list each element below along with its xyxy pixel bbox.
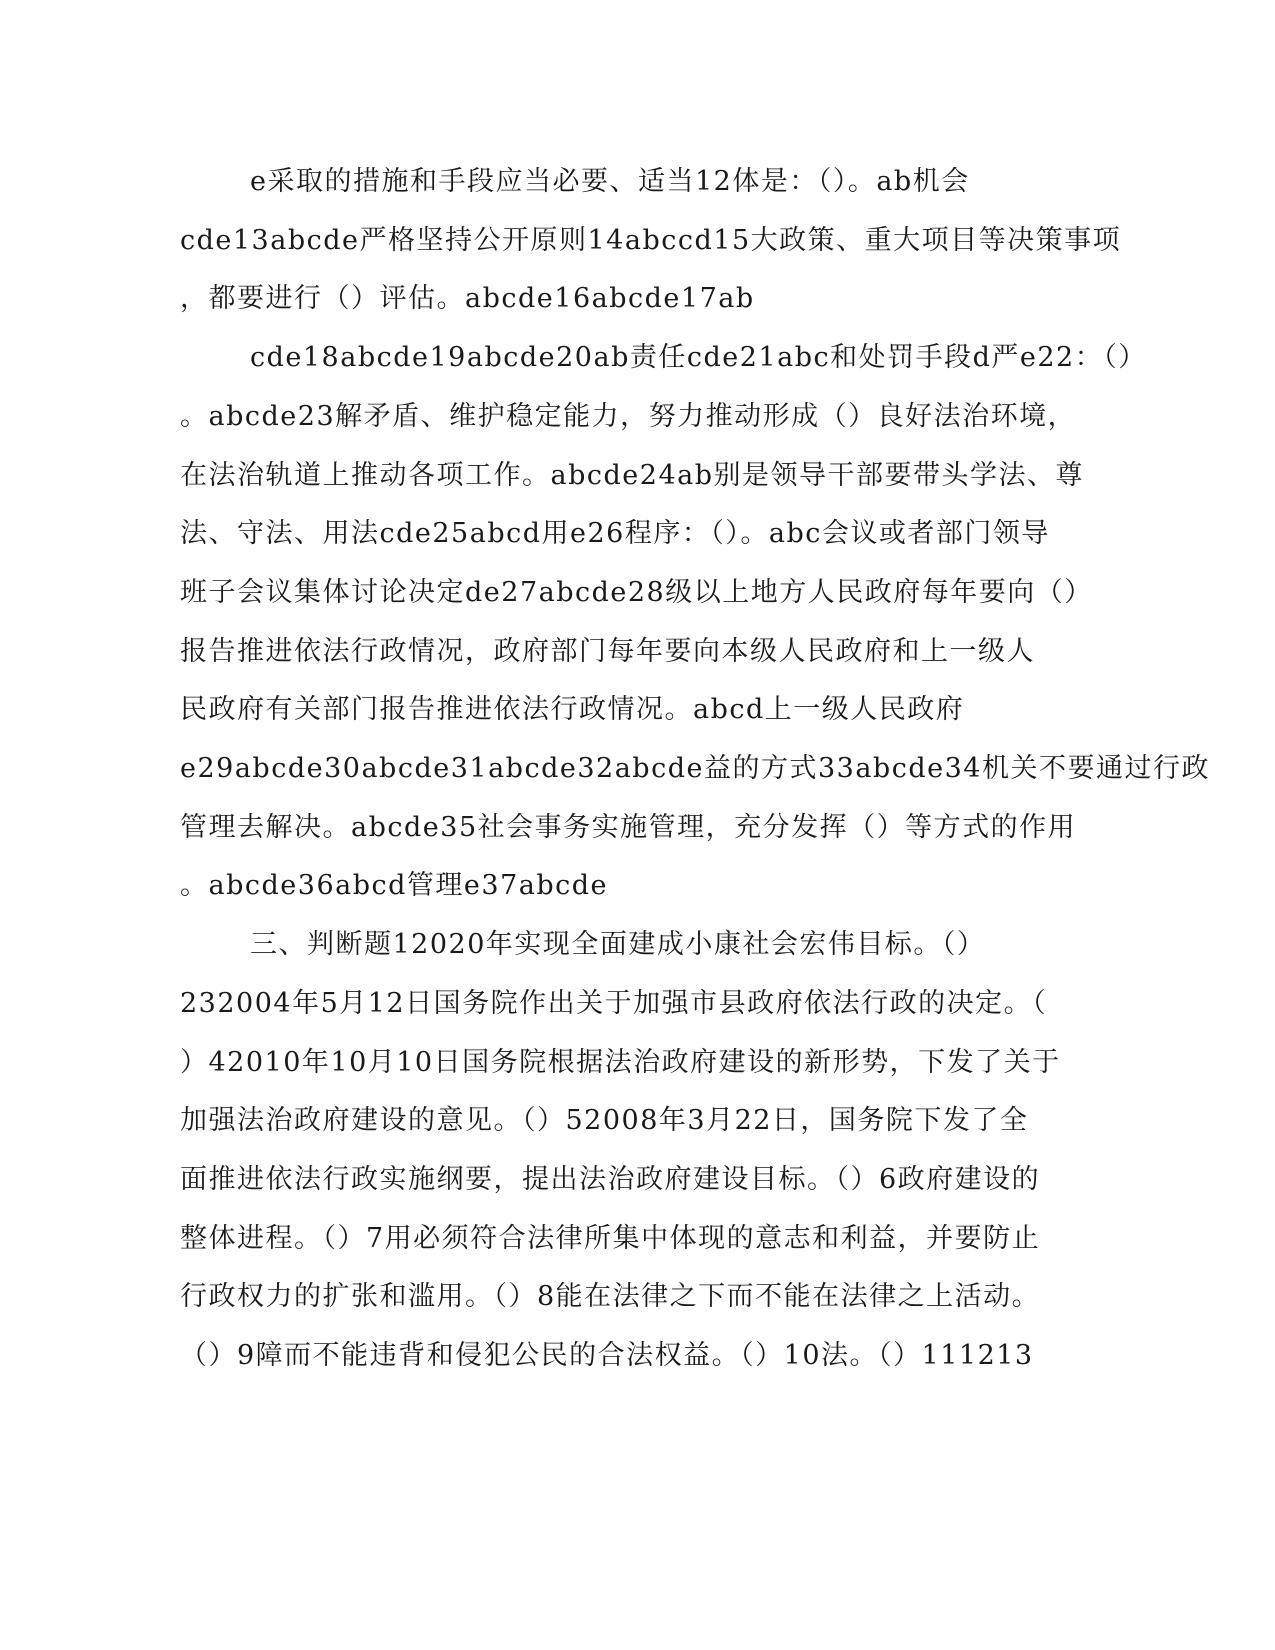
text-line: 三、判断题12020年实现全面建成小康社会宏伟目标。（）: [250, 929, 986, 960]
text-line: 管理去解决。abcde35社会事务实施管理，充分发挥（）等方式的作用: [180, 812, 1077, 843]
text-line: cde13abcde严格坚持公开原则14abccd15大政策、重大项目等决策事项: [180, 225, 1122, 256]
text-line: 加强法治政府建设的意见。（）52008年3月22日，国务院下发了全: [180, 1105, 1029, 1136]
text-line: 在法治轨道上推动各项工作。abcde24ab别是领导干部要带头学法、尊: [180, 460, 1085, 491]
text-line: 232004年5月12日国务院作出关于加强市县政府依法行政的决定。（: [180, 988, 1048, 1019]
text-line: 法、守法、用法cde25abcd用e26程序：（）。abc会议或者部门领导: [180, 518, 1050, 549]
text-line: e29abcde30abcde31abcde32abcde益的方式33abcde34机关不要通过行政: [180, 753, 1210, 784]
text-line: 。abcde36abcd管理e37abcde: [180, 870, 609, 901]
text-line: （）9障而不能违背和侵犯公民的合法权益。（）10法。（）111213: [180, 1340, 1034, 1371]
text-line: 整体进程。（）7用必须符合法律所集中体现的意志和利益，并要防止: [180, 1223, 1041, 1254]
text-line: ）42010年10月10日国务院根据法治政府建设的新形势，下发了关于: [180, 1047, 1061, 1078]
text-line: cde18abcde19abcde20ab责任cde21abc和处罚手段d严e22：（）: [250, 342, 1147, 373]
text-line: 面推进依法行政实施纲要，提出法治政府建设目标。（）6政府建设的: [180, 1164, 1041, 1195]
text-line: 民政府有关部门报告推进依法行政情况。abcd上一级人民政府: [180, 694, 965, 725]
text-line: e采取的措施和手段应当必要、适当12体是：（）。ab机会: [250, 166, 970, 197]
text-line: 。abcde23解矛盾、维护稳定能力，努力推动形成（）良好法治环境，: [180, 401, 1077, 432]
text-line: 班子会议集体讨论决定de27abcde28级以上地方人民政府每年要向（）: [180, 577, 1093, 608]
text-line: 行政权力的扩张和滥用。（）8能在法律之下而不能在法律之上活动。: [180, 1281, 1041, 1312]
text-line: 报告推进依法行政情况，政府部门每年要向本级人民政府和上一级人: [180, 636, 1035, 667]
text-line: ，都要进行（）评估。abcde16abcde17ab: [180, 283, 755, 314]
